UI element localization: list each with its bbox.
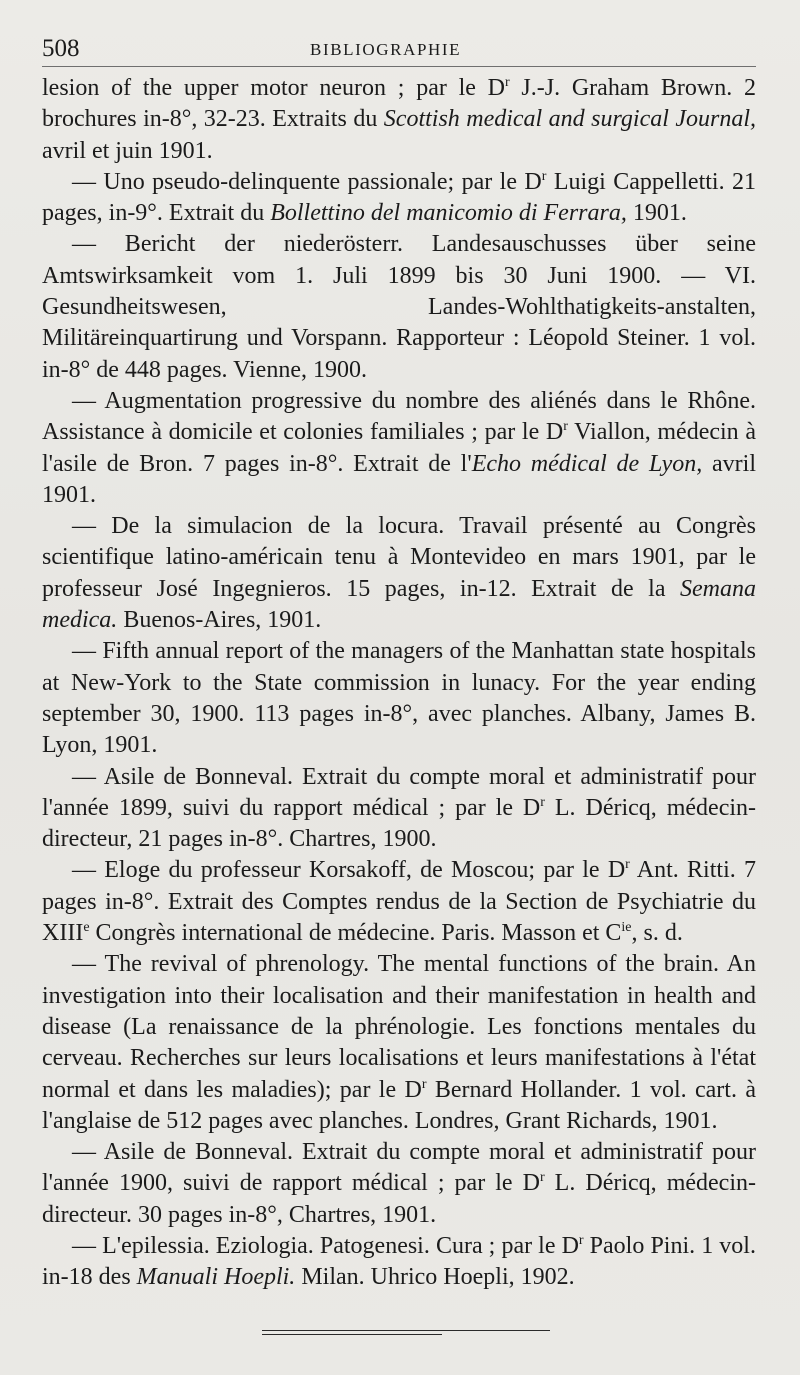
footer-rule [262, 1330, 550, 1331]
entry-superscript: ie [621, 920, 632, 936]
bibliography-entry [42, 167, 756, 230]
bibliography-entry [42, 1137, 756, 1231]
entry-text: avril et juin 1901. [42, 137, 213, 164]
entry-text: — Uno pseudo-delinquente passionale; par le D [72, 168, 542, 195]
entry-italic-title: Semana medica. [42, 575, 756, 634]
bibliography-entry [42, 229, 756, 385]
entry-text: — L'epilessia. Eziologia. Patogenesi. Cura ; par le D [72, 1232, 579, 1259]
entry-text: — De la simulacion de la locura. Travail présenté au Congrès scientifique latino-américain tenu à Montevideo en mars 1901, par le professeur José Ingegnieros. 15 pages, in-12. Extrait de la [42, 513, 756, 602]
entry-italic-title: Echo médical de Lyon, [471, 450, 703, 477]
entry-text: Ant. Ritti. 7 pages in-8°. Extrait des Comptes rendus de la Section de Psychiatrie du XIII [42, 857, 757, 947]
entry-text: J.-J. Graham Brown. 2 brochures in-8°, 32-23. Extraits du [42, 75, 756, 133]
entry-text: — Eloge du professeur Korsakoff, de Moscou; par le D [72, 857, 626, 884]
entry-text: lesion of the upper motor neuron ; par le D [42, 75, 505, 101]
entry-text: — Asile de Bonneval. Extrait du compte moral et administratif pour l'année 1899, suivi du rapport médical ; par le D [42, 763, 756, 821]
entry-text: — Asile de Bonneval. Extrait du compte moral et administratif pour l'année 1900, suivi de rapport médical ; par le D [42, 1139, 756, 1197]
bibliography-entry [42, 855, 756, 949]
page-header [42, 34, 756, 67]
entry-text: Buenos-Aires, 1901. [117, 607, 322, 634]
bibliography-entry [42, 511, 756, 636]
entry-superscript: r [578, 1232, 584, 1248]
bibliography-entries [42, 73, 756, 1294]
entry-text: , s. d. [631, 920, 683, 947]
entry-text: avril 1901. [42, 450, 756, 508]
entry-text: — Fifth annual report of the managers of the Manhattan state hospitals at New-York to the State commission in lunacy. For the year ending september 30, 1900. 113 pages in-8°, avec planches. Albany, James B. Lyon, 1901. [42, 638, 756, 759]
entry-text: L. Déricq, médecin-directeur, 21 pages in-8°. Chartres, 1900. [42, 794, 757, 853]
bibliography-entry [42, 762, 756, 856]
entry-text: — Bericht der niederösterr. Landesauschusses über seine Amtswirksamkeit vom 1. Juli 1899 bis 30 Juni 1900. — VI. Gesundheitswesen, Landes-Wohlthatigkeits-anstalten, Militäreinquartirung und Vorspann. Rapporteur : Léopold Steiner. 1 vol. in-8° de 448 pages. Vienne, 1900. [42, 231, 756, 383]
bibliography-entry [42, 386, 756, 511]
running-head: BIBLIOGRAPHIE [310, 40, 462, 59]
entry-text: — The revival of phrenology. The mental functions of the brain. An investigation into their localisation and their manifestation in health and disease (La renaissance de la phrénologie. Les fonctions mentales du cerveau. Recherches sur leurs localisations et leurs manifestations à l'état normal et dans les maladies); par le D [42, 951, 756, 1103]
entry-text: Viallon, médecin à l'asile de Bron. 7 pages in-8°. Extrait de l' [42, 419, 757, 477]
entry-superscript: r [563, 419, 568, 435]
entry-text: Milan. Uhrico Hoepli, 1902. [295, 1264, 575, 1291]
footer-rule-short [262, 1334, 442, 1335]
entry-text: Luigi Cappelletti. 21 pages, in-9°. Extrait du [42, 168, 756, 227]
entry-text: 1901. [626, 200, 687, 227]
entry-text: — Augmentation progressive du nombre des aliénés dans le Rhône. Assistance à domicile et colonies familiales ; par le D [42, 387, 756, 446]
bibliography-entry [42, 949, 756, 1137]
entry-superscript: r [539, 1170, 545, 1186]
bibliography-entry [42, 73, 756, 167]
bibliography-entry [42, 636, 756, 761]
entry-text: L. Déricq, médecin-directeur. 30 pages in-8°, Chartres, 1901. [42, 1170, 756, 1228]
entry-superscript: r [421, 1076, 427, 1092]
entry-superscript: r [541, 168, 547, 184]
bibliography-entry [42, 1231, 756, 1294]
entry-text: Bernard Hollander. 1 vol. cart. à l'anglaise de 512 pages avec planches. Londres, Grant Richards, 1901. [42, 1076, 756, 1134]
entry-superscript: e [83, 920, 90, 936]
entry-italic-title: Scottish medical and surgical Journal, [383, 106, 757, 133]
entry-superscript: r [505, 75, 510, 90]
entry-italic-title: Bollettino del manicomio di Ferrara, [270, 200, 627, 227]
entry-italic-title: Manuali Hoepli. [136, 1264, 296, 1291]
entry-text: Congrès international de médecine. Paris. Masson et C [89, 920, 622, 947]
entry-text: Paolo Pini. 1 vol. in-18 des [42, 1232, 756, 1291]
page-number: 508 [42, 35, 80, 62]
entry-superscript: r [625, 857, 630, 873]
entry-superscript: r [540, 794, 545, 810]
